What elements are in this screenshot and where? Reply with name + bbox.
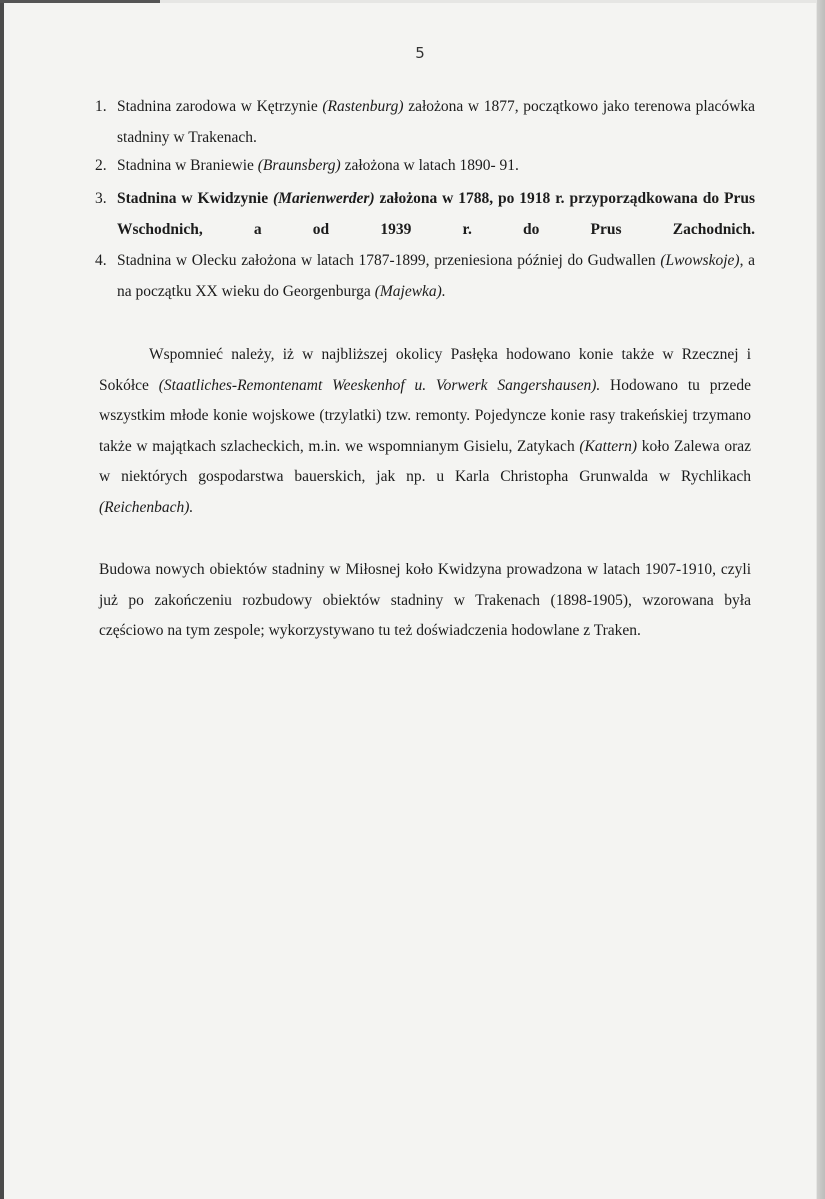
list-item-number: 4.: [95, 252, 107, 269]
text-segment-italic: (Reichenbach).: [99, 498, 194, 516]
text-segment: Stadnina w Kwidzynie: [117, 190, 273, 207]
text-segment-italic: (Braunsberg): [257, 157, 341, 174]
text-segment-italic: (Staatliches-Remontenamt Weeskenhof u. Vorwerk Sangershausen).: [158, 376, 601, 394]
text-segment-italic: (Lwowskoje): [660, 252, 740, 269]
list-item: [95, 151, 755, 182]
text-segment: Hodowano tu przede wszystkim młode konie wojskowe (trzylatki) tzw. remonty. Pojedyncze konie rasy trakeńskiej trzymano także w majątkach szlacheckich, m.in. we wspomnianym Gisielu, Zatykach: [99, 376, 752, 455]
list-item: [95, 92, 755, 153]
text-segment: Stadnina w Olecku założona w latach 1787-1899, przeniesiona później do Gudwallen: [117, 252, 661, 269]
list-item-number: 1.: [95, 98, 107, 115]
text-segment: Budowa nowych obiektów stadniny w Miłosnej koło Kwidzyna prowadzona w latach 1907-1910, czyli już po zakończeniu rozbudowy obiektów stadniny w Trakenach (1898-1905), wzorowana była częściowo na tym zespole; wykorzystywano tu też doświadczenia hodowlane z Traken.: [99, 561, 751, 639]
list-item-text: [117, 92, 755, 153]
text-segment-italic: (Kattern): [579, 437, 638, 455]
paragraph: [99, 340, 751, 523]
text-segment: Stadnina w Braniewie: [117, 157, 258, 174]
text-segment-italic: (Majewka).: [374, 282, 446, 300]
text-segment: , a na początku XX wieku do Georgenburga: [117, 252, 755, 300]
paragraph: [99, 555, 751, 647]
list-item-number: 2.: [95, 157, 107, 174]
text-segment: Stadnina zarodowa w Kętrzynie: [117, 98, 323, 115]
page-number: 5: [415, 44, 425, 62]
text-segment: założona w latach 1890- 91.: [340, 157, 519, 174]
text-segment: koło Zalewa oraz w niektórych gospodarstwa bauerskich, jak np. u Karla Christopha Grunwalda w Rychlikach: [99, 437, 751, 485]
text-segment: Wspomnieć należy, iż w najbliższej okolicy Pasłęka hodowano konie także w Rzecznej i Sokółce: [99, 346, 751, 394]
text-segment-italic: (Marienwerder): [273, 190, 375, 207]
scan-edge-right: [817, 0, 825, 1199]
list-item-number: 3.: [95, 190, 107, 207]
text-segment: założona w 1788, po 1918 r. przyporządkowana do Prus Wschodnich, a od 1939 r. do Prus Zachodnich.: [117, 190, 755, 238]
list-item-text: [117, 246, 755, 307]
list-item: [95, 246, 755, 307]
list-item-text: [117, 151, 755, 182]
text-segment-italic: (Rastenburg): [322, 98, 404, 115]
text-segment: założona w 1877, początkowo jako terenowa placówka stadniny w Trakenach.: [117, 98, 755, 146]
